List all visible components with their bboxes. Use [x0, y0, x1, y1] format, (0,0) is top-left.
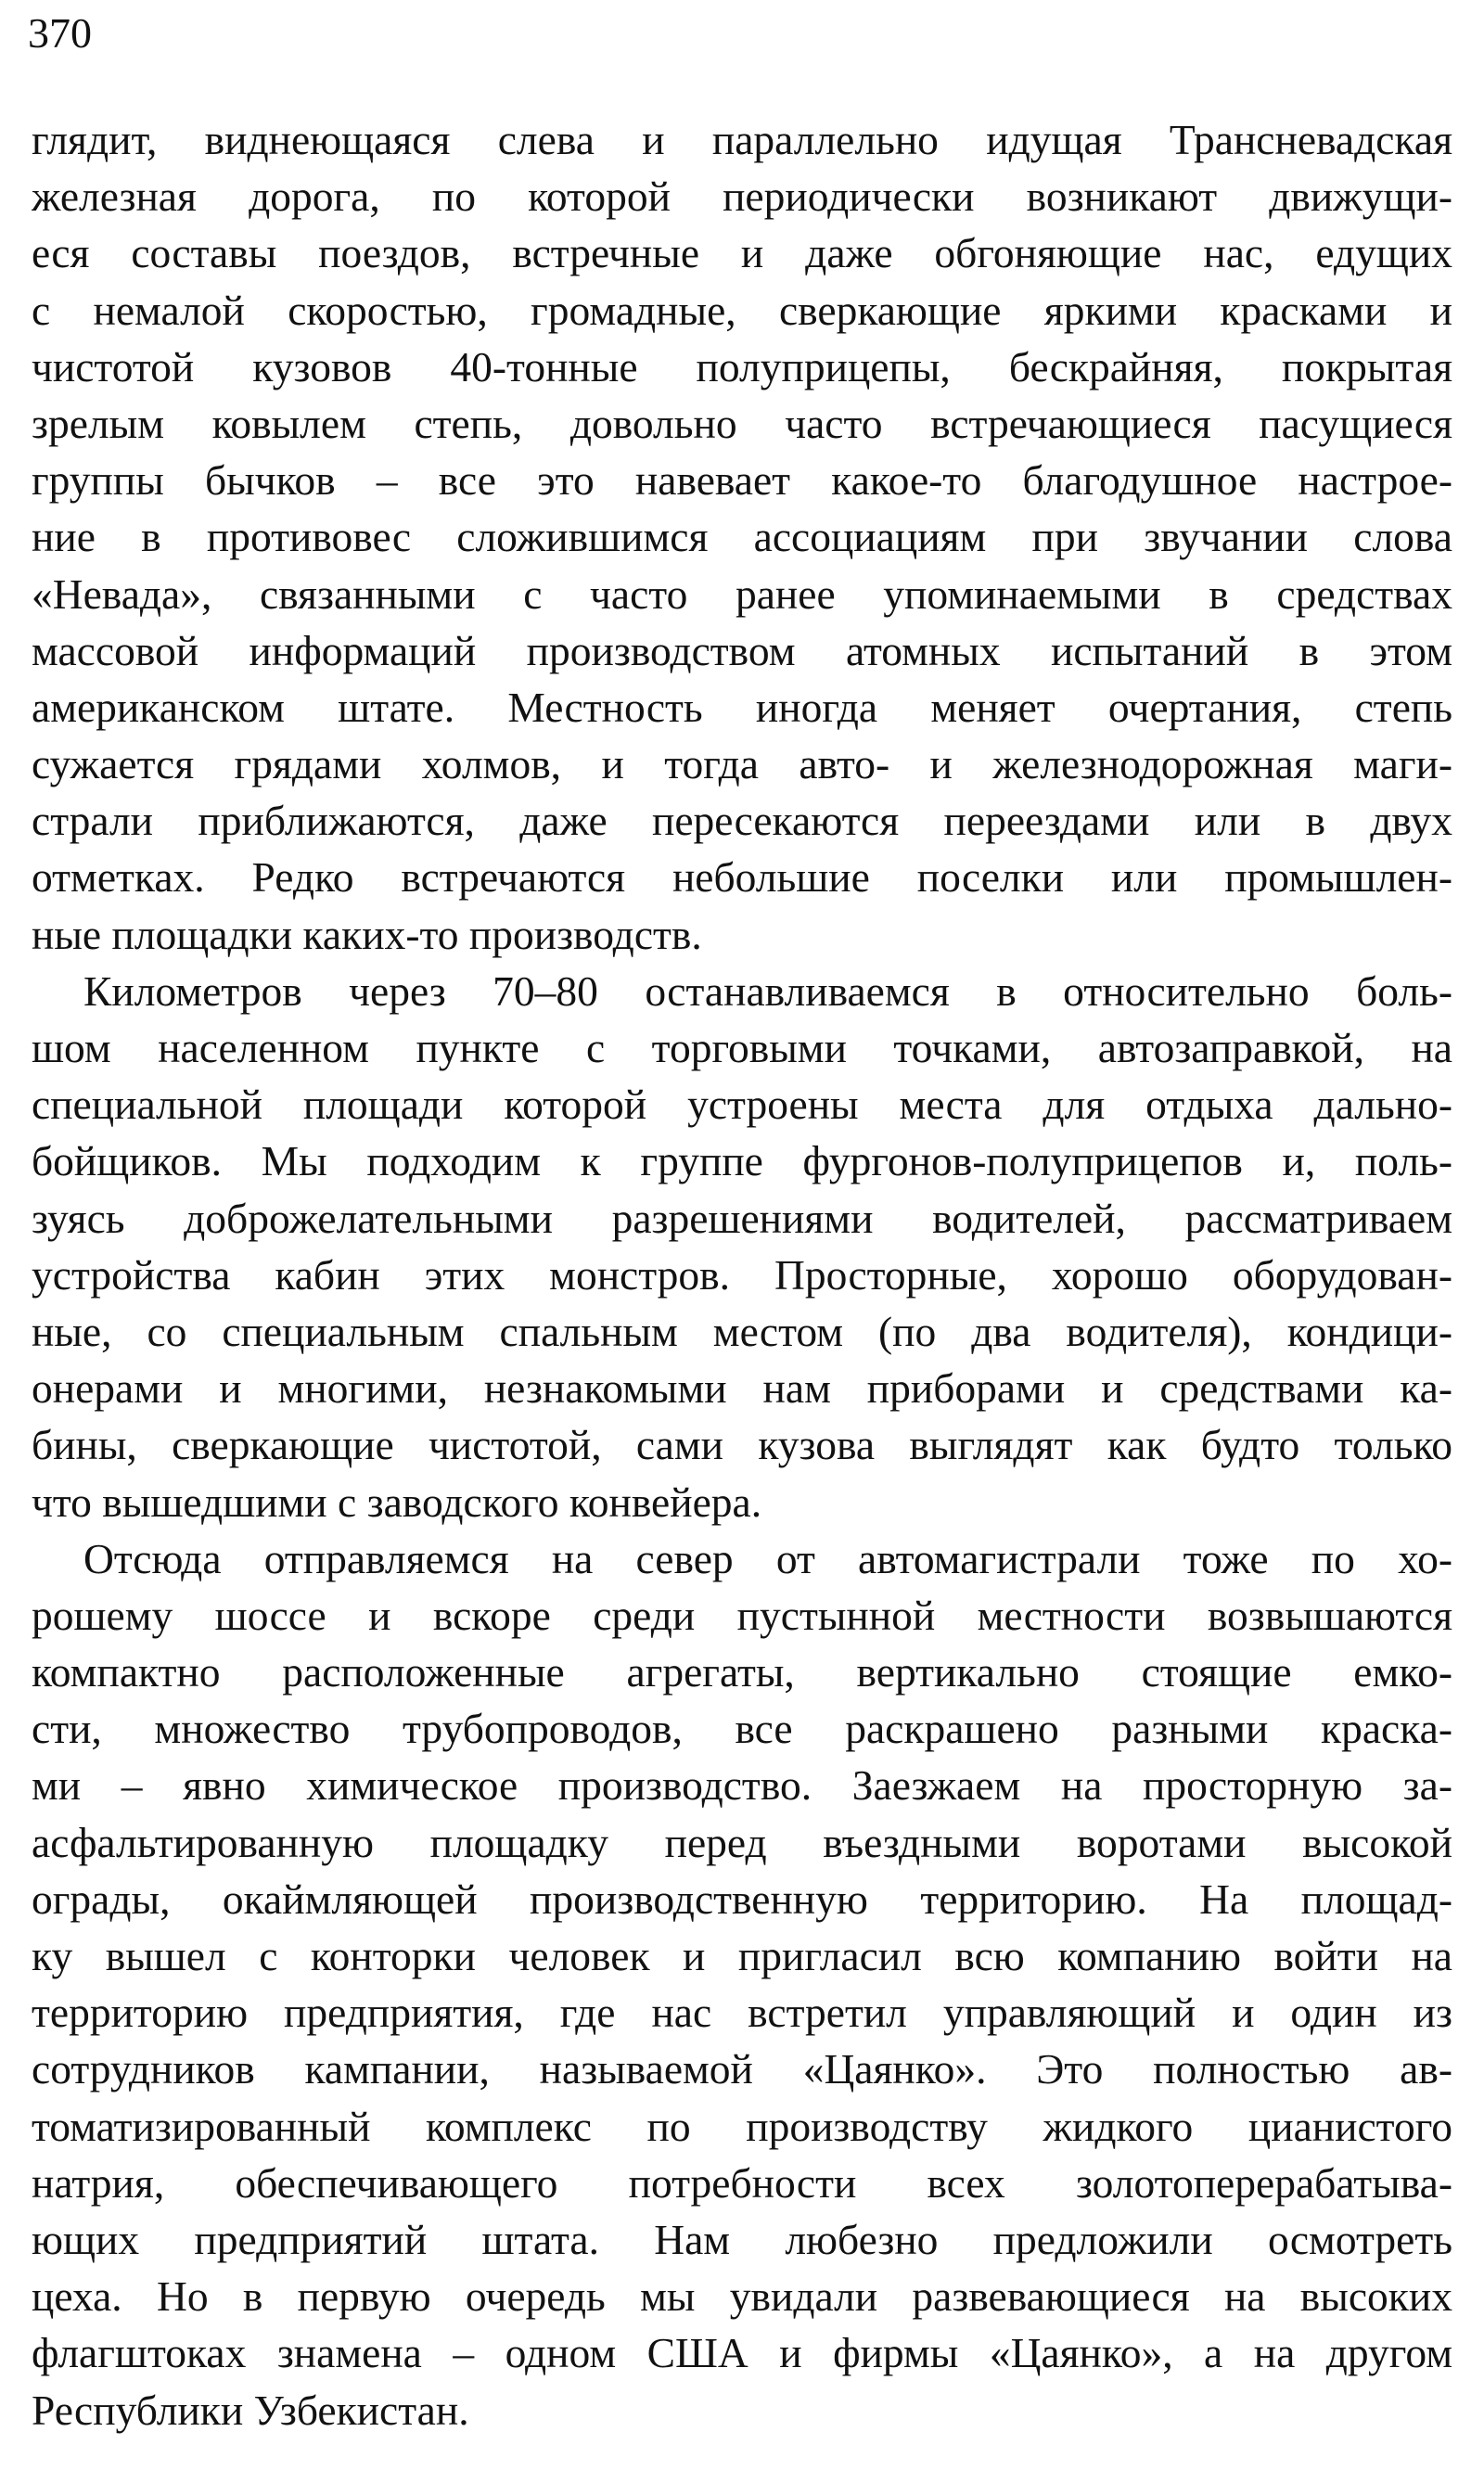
- text-line: «Невада», связанными с часто ранее упоминаемыми в средствах: [32, 570, 1452, 618]
- text-line: американском штате. Местность иногда меняет очертания, степь: [32, 683, 1452, 731]
- text-line: группы бычков – все это навевает какое-то благодушное настрое-: [32, 456, 1452, 505]
- text-line: флагштоках знамена – одном США и фирмы «Цаянко», а на другом: [32, 2329, 1452, 2377]
- text-line: массовой информаций производством атомных испытаний в этом: [32, 626, 1452, 674]
- text-line: ку вышел с конторки человек и пригласил всю компанию войти на: [32, 1932, 1452, 1979]
- text-line: асфальтированную площадку перед въездными воротами высокой: [32, 1818, 1452, 1866]
- text-line: бины, сверкающие чистотой, сами кузова выглядят как будто только: [32, 1421, 1452, 1469]
- text-line: томатизированный комплекс по производству жидкого цианистого: [32, 2102, 1452, 2150]
- text-line: сужается грядами холмов, и тогда авто- и железнодорожная маги-: [32, 740, 1452, 788]
- text-line: еся составы поездов, встречные и даже обгоняющие нас, едущих: [32, 229, 1452, 277]
- body-text: [32, 111, 1452, 2438]
- text-line: натрия, обеспечивающего потребности всех золотоперерабатыва-: [32, 2158, 1452, 2207]
- text-line: сотрудников кампании, называемой «Цаянко». Это полностью ав-: [32, 2045, 1452, 2093]
- text-line: чистотой кузовов 40-тонные полуприцепы, бескрайняя, покрытая: [32, 342, 1452, 390]
- text-line: бойщиков. Мы подходим к группе фургонов-полуприцепов и, поль-: [32, 1137, 1452, 1185]
- text-line: специальной площади которой устроены места для отдыха дально-: [32, 1081, 1452, 1129]
- text-line: что вышедшими с заводского конвейера.: [32, 1478, 762, 1526]
- text-line: ные площадки каких-то производств.: [32, 910, 702, 958]
- text-line: онерами и многими, незнакомыми нам приборами и средствами ка-: [32, 1364, 1452, 1413]
- text-line: сти, множество трубопроводов, все раскрашено разными краска-: [32, 1705, 1452, 1753]
- text-line: глядит, виднеющаяся слева и параллельно идущая Трансневадская: [32, 116, 1452, 163]
- text-line: Километров через 70–80 останавливаемся в относительно боль-: [83, 966, 1452, 1015]
- text-line: зуясь доброжелательными разрешениями водителей, рассматриваем: [32, 1194, 1452, 1242]
- text-line: ные, со специальным спальным местом (по два водителя), кондици-: [32, 1307, 1452, 1355]
- text-line: территорию предприятия, где нас встретил управляющий и один из: [32, 1989, 1452, 2037]
- text-line: Республики Узбекистан.: [32, 2386, 469, 2434]
- text-line: компактно расположенные агрегаты, вертикально стоящие емко-: [32, 1648, 1452, 1696]
- text-line: Отсюда отправляемся на север от автомагистрали тоже по хо-: [83, 1534, 1452, 1582]
- text-line: ние в противовес сложившимся ассоциациям при звучании слова: [32, 513, 1452, 561]
- text-line: ограды, окаймляющей производственную территорию. На площад-: [32, 1875, 1452, 1923]
- text-line: ми – явно химическое производство. Заезжаем на просторную за-: [32, 1761, 1452, 1810]
- text-line: страли приближаются, даже пересекаются переездами или в двух: [32, 797, 1452, 845]
- text-line: шом населенном пункте с торговыми точками, автозаправкой, на: [32, 1024, 1452, 1071]
- text-line: рошему шоссе и вскоре среди пустынной местности возвышаются: [32, 1591, 1452, 1639]
- text-line: отметках. Редко встречаются небольшие поселки или промышлен-: [32, 853, 1452, 902]
- text-line: с немалой скоростью, громадные, сверкающие яркими красками и: [32, 286, 1452, 334]
- text-line: ющих предприятий штата. Нам любезно предложили осмотреть: [32, 2215, 1452, 2263]
- page-number: 370: [28, 9, 92, 57]
- text-line: устройства кабин этих монстров. Просторные, хорошо оборудован-: [32, 1250, 1452, 1299]
- text-line: зрелым ковылем степь, довольно часто встречающиеся пасущиеся: [32, 399, 1452, 447]
- text-line: железная дорога, по которой периодически возникают движущи-: [32, 173, 1452, 221]
- text-line: цеха. Но в первую очередь мы увидали развевающиеся на высоких: [32, 2272, 1452, 2321]
